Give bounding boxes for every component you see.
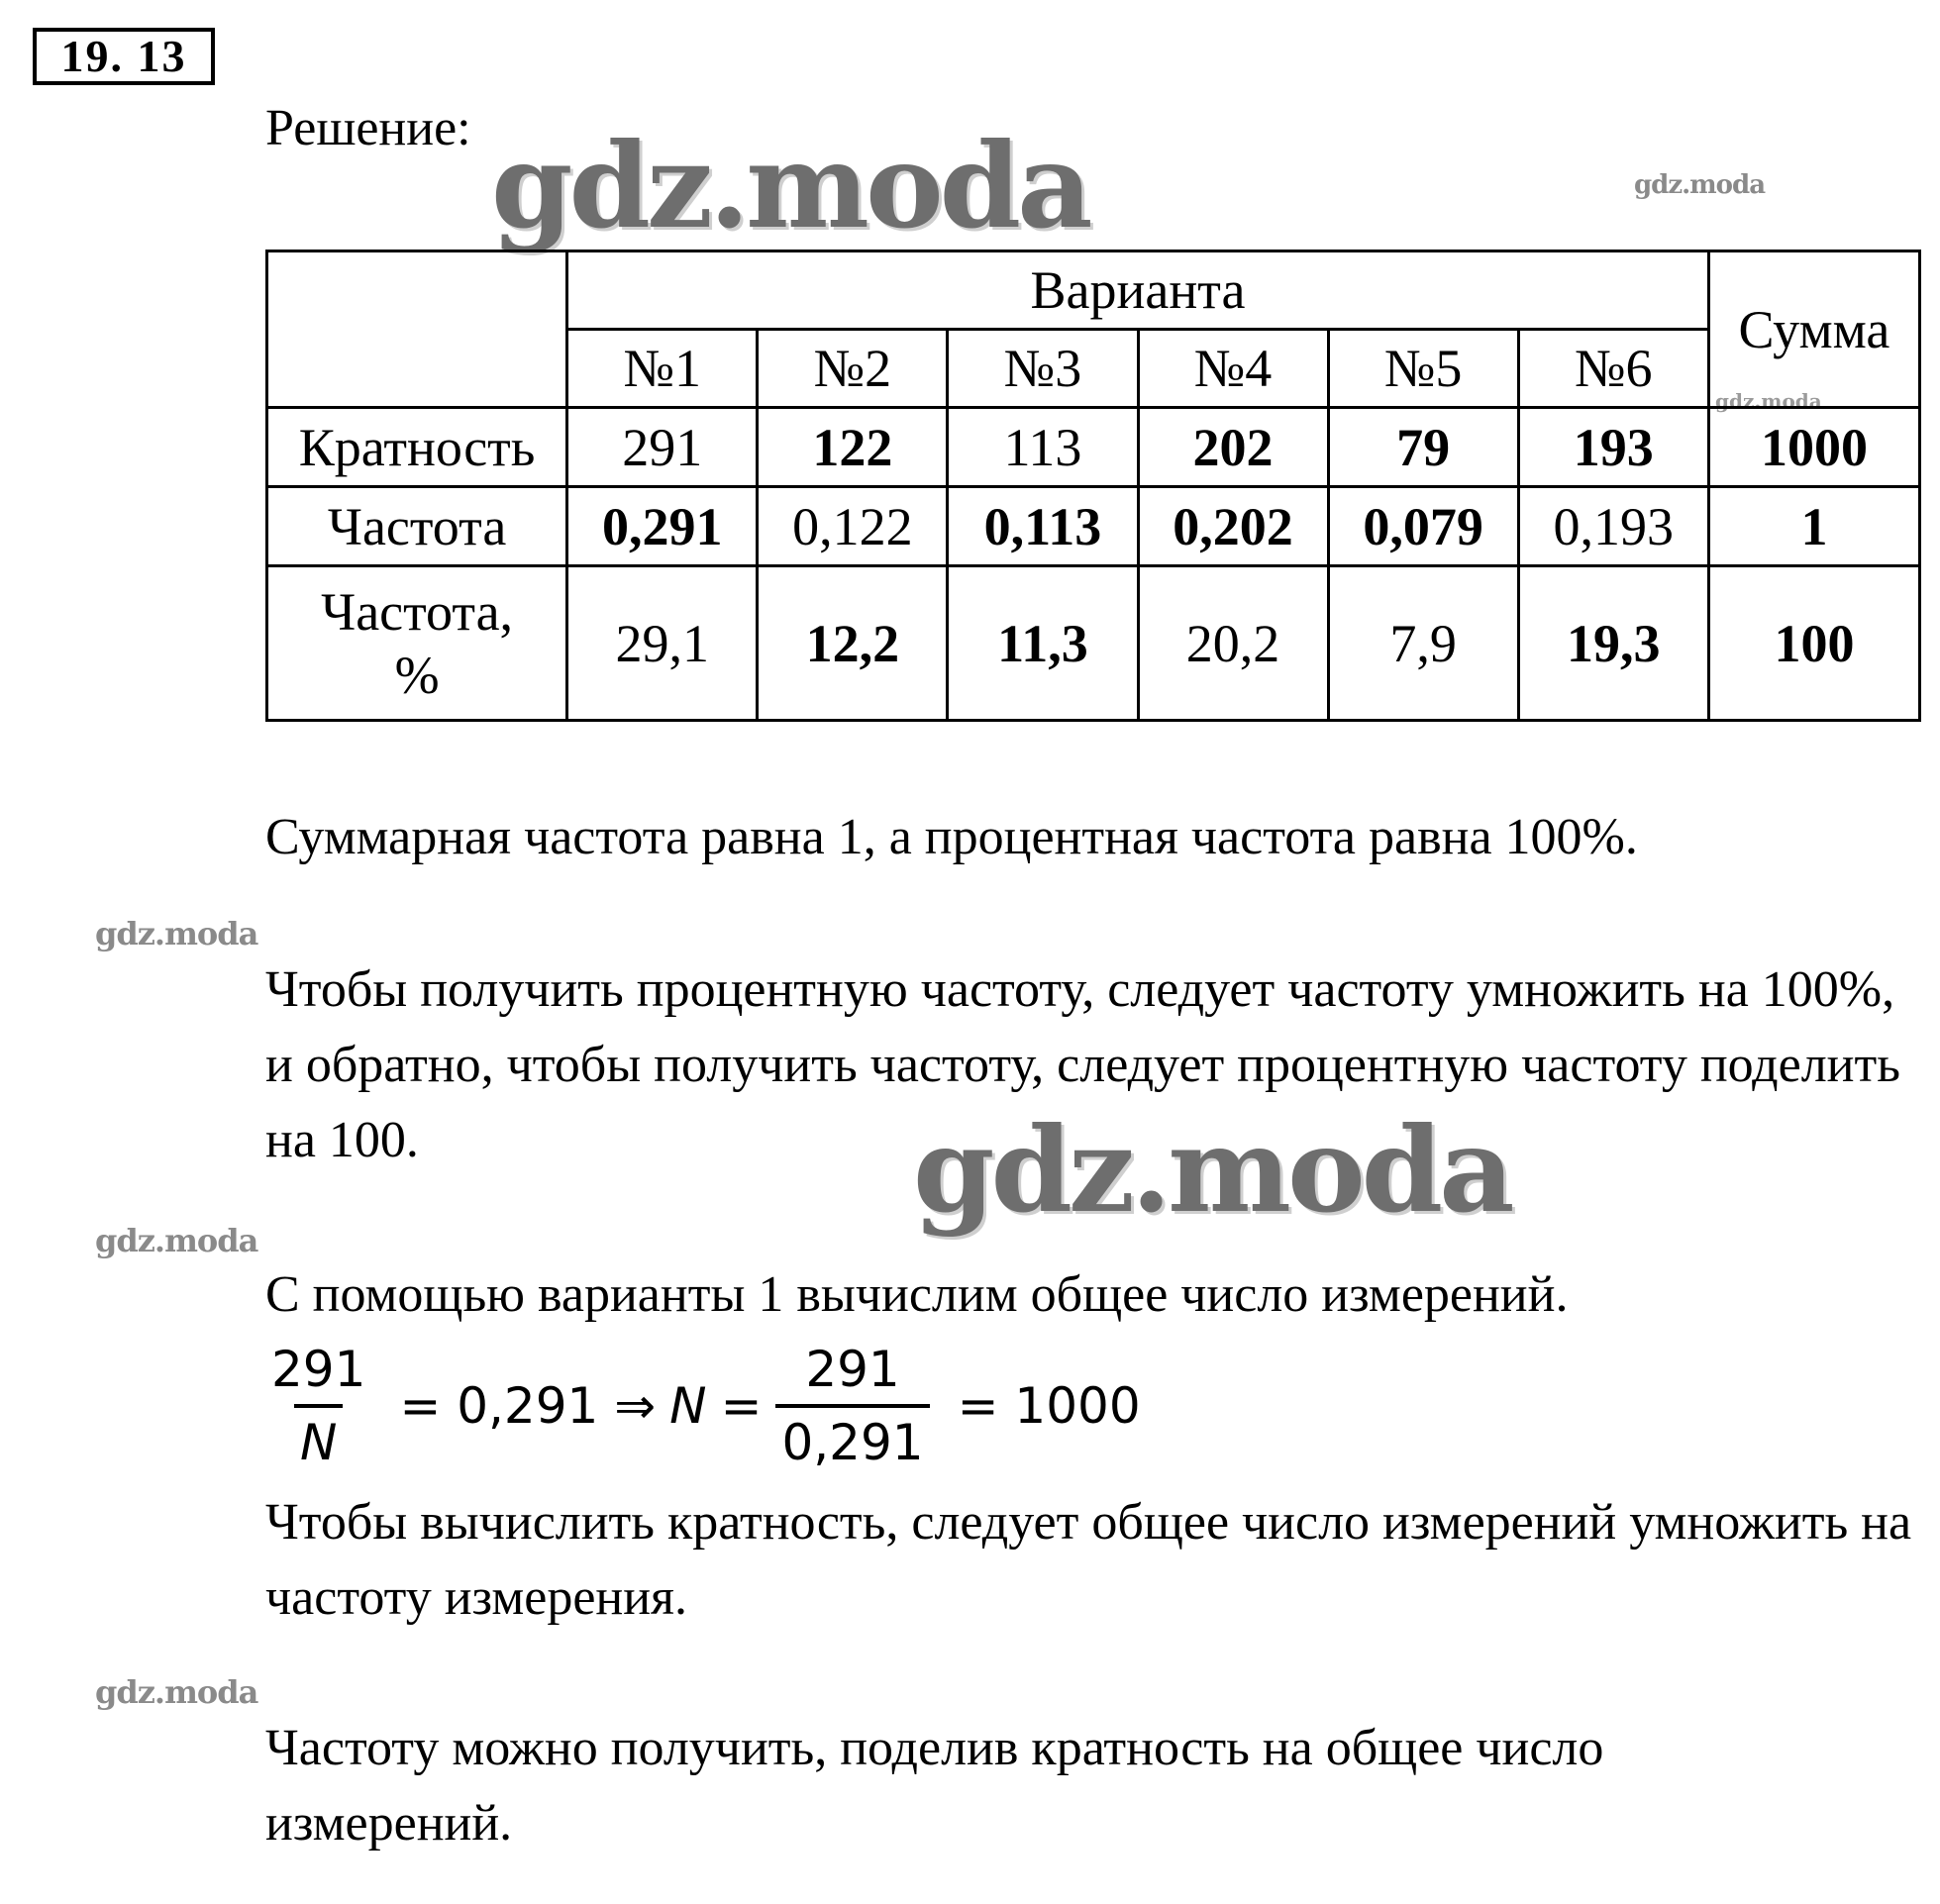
watermark: gdz.moda: [913, 1101, 1511, 1239]
table-cell: 12,2: [758, 566, 948, 721]
formula: [265, 1327, 1155, 1485]
sum-header: Сумма: [1708, 251, 1919, 408]
table-cell: 193: [1518, 408, 1708, 487]
fraction-denominator: N: [294, 1404, 343, 1471]
variant-header: №6: [1518, 330, 1708, 408]
table-cell: 11,3: [948, 566, 1138, 721]
fraction-denominator: 0,291: [775, 1404, 929, 1471]
row-label: Частота: [267, 487, 567, 566]
table-cell: 202: [1138, 408, 1328, 487]
watermark: gdz.moda: [95, 915, 258, 952]
table-cell: 113: [948, 408, 1138, 487]
fraction-291-over-0291: [775, 1341, 929, 1471]
watermark: gdz.moda: [491, 117, 1089, 254]
table-cell: 122: [758, 408, 948, 487]
variant-header: №3: [948, 330, 1138, 408]
table-cell: 19,3: [1518, 566, 1708, 721]
variant-header: №5: [1328, 330, 1518, 408]
frequency-table: [265, 250, 1921, 722]
variant-header: №2: [758, 330, 948, 408]
table-cell: 29,1: [567, 566, 758, 721]
formula-equals: =: [720, 1377, 763, 1435]
formula-equals-implies: = 0,291 ⇒: [399, 1377, 657, 1435]
paragraph-multiplicity: Чтобы вычислить кратность, следует общее число измерений умножить на частоту измерения.: [265, 1494, 1912, 1626]
formula-result: = 1000: [957, 1377, 1141, 1435]
table-cell: 79: [1328, 408, 1518, 487]
row-label: Частота, %: [267, 566, 567, 721]
paragraph-frequency: Частоту можно получить, поделив кратность на общее число измерений.: [265, 1720, 1604, 1852]
fraction-numerator: 291: [805, 1341, 900, 1398]
table-cell: 0,193: [1518, 487, 1708, 566]
table-cell: 0,202: [1138, 487, 1328, 566]
table-row: [267, 566, 1920, 721]
table-cell: 0,291: [567, 487, 758, 566]
solution-heading: Решение:: [265, 100, 471, 156]
variant-header: №4: [1138, 330, 1328, 408]
row-label: Кратность: [267, 408, 567, 487]
table-cell: 0,122: [758, 487, 948, 566]
table-sum-cell: 1000: [1708, 408, 1919, 487]
table-cell: 0,079: [1328, 487, 1518, 566]
table-sum-cell: 100: [1708, 566, 1919, 721]
table-row: [267, 408, 1920, 487]
table-corner-cell: [267, 251, 567, 408]
table-cell: 7,9: [1328, 566, 1518, 721]
watermark: gdz.moda: [95, 1673, 258, 1711]
variant-header: №1: [567, 330, 758, 408]
table-row: [267, 487, 1920, 566]
fraction-291-over-n: [265, 1341, 371, 1471]
fraction-numerator: 291: [271, 1341, 366, 1398]
watermark: gdz.moda: [1634, 170, 1766, 200]
table-cell: 0,113: [948, 487, 1138, 566]
variant-group-header: Варианта: [567, 251, 1709, 330]
formula-variable-n: N: [669, 1377, 707, 1435]
paragraph-percent-conversion: Чтобы получить процентную частоту, следует частоту умножить на 100%, и обратно, чтобы получить частоту, следует процентную частоту поделить на 100.: [265, 961, 1900, 1168]
problem-number: 19. 13: [33, 28, 215, 85]
paragraph-total-count: С помощью варианты 1 вычислим общее число измерений.: [265, 1266, 1569, 1323]
table-cell: 291: [567, 408, 758, 487]
paragraph-total-frequency: Суммарная частота равна 1, а процентная частота равна 100%.: [265, 809, 1638, 865]
watermark: gdz.moda: [95, 1222, 258, 1259]
table-cell: 20,2: [1138, 566, 1328, 721]
table-sum-cell: 1: [1708, 487, 1919, 566]
watermark: gdz.moda: [1715, 389, 1822, 413]
